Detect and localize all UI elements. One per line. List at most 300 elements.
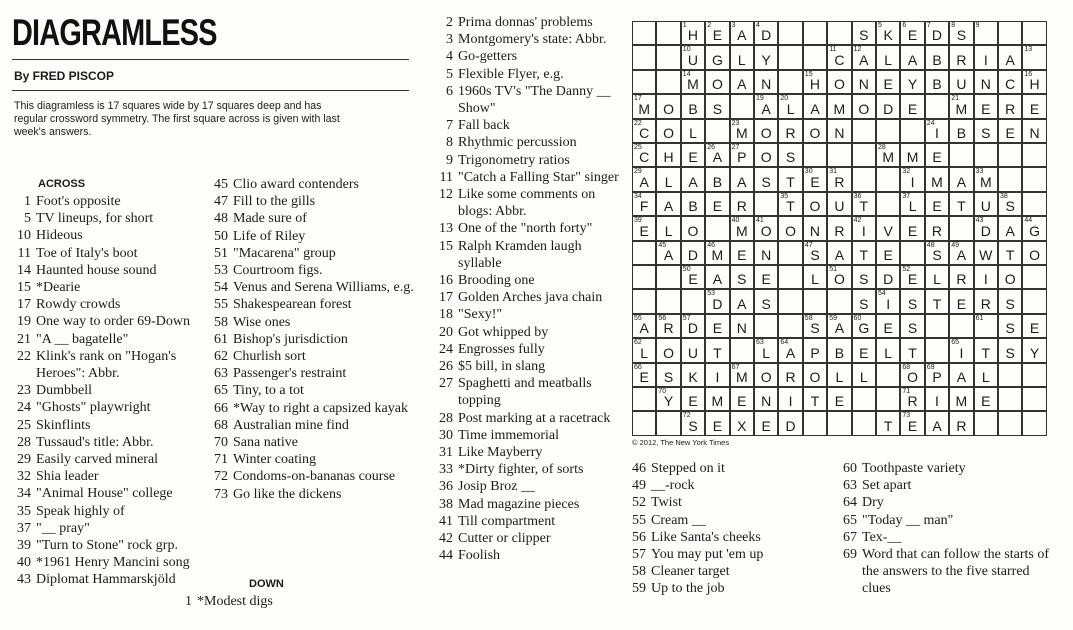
cell-letter: I: [935, 124, 939, 141]
cell-letter: E: [737, 246, 747, 263]
clue: [0, 496, 620, 513]
cell-letter: O: [785, 222, 797, 239]
grid-cell: [852, 21, 876, 45]
grid-cell: [1022, 363, 1046, 387]
clue-number: 9: [446, 152, 453, 168]
grid-cell: [754, 216, 778, 240]
grid-cell: [1022, 314, 1046, 338]
grid-cell: [974, 289, 998, 313]
grid-cell: [803, 192, 827, 216]
grid-cell: [974, 314, 998, 338]
clue-number: 1: [185, 594, 192, 609]
grid-cell: [1022, 241, 1046, 265]
cell-letter: N: [1029, 124, 1040, 141]
grid-cell: [656, 411, 680, 435]
clue: [0, 83, 620, 117]
grid-cell: [656, 265, 680, 289]
cell-letter: D: [883, 271, 894, 288]
cell-letter: E: [1029, 320, 1040, 337]
cell-letter: Y: [907, 76, 918, 93]
grid-cell: [681, 21, 705, 45]
cell-letter: A: [761, 100, 771, 117]
cell-letter: E: [712, 320, 723, 337]
cell-number: 19: [756, 95, 764, 103]
cell-letter: T: [786, 198, 795, 215]
grid-cell: [827, 70, 851, 94]
grid-cell: [632, 143, 656, 167]
cell-letter: B: [956, 124, 967, 141]
cell-letter: G: [711, 51, 723, 68]
grid-cell: [827, 289, 851, 313]
grid-cell: [803, 314, 827, 338]
clue-number: 39: [17, 538, 31, 554]
clue-text: Word that can follow the starts of the answers to the five starred clues: [862, 547, 1050, 597]
clue-number: 11: [17, 245, 31, 261]
cell-letter: I: [983, 271, 988, 288]
grid-cell: [681, 119, 705, 143]
grid-cell: [730, 21, 754, 45]
grid-cell: [852, 143, 876, 167]
grid-cell: [778, 45, 802, 69]
grid-cell: [705, 21, 729, 45]
clue-text: 1960s TV's "The Danny __ Show": [458, 83, 611, 117]
clue: [0, 444, 620, 461]
cell-letter: R: [785, 124, 796, 141]
grid-cell: [852, 241, 876, 265]
grid-cell: [949, 411, 973, 435]
clue-text: Time immemorial: [458, 427, 559, 443]
cell-letter: M: [711, 393, 724, 410]
grid-cell: [852, 45, 876, 69]
cell-number: 11: [829, 46, 837, 54]
cell-number: 29: [634, 168, 642, 176]
grid-cell: [1022, 411, 1046, 435]
grid-cell: [900, 143, 924, 167]
cell-letter: A: [1005, 222, 1015, 239]
grid-cell: [681, 338, 705, 362]
clue-number: 59: [632, 581, 646, 597]
copyright: © 2012, The New York Times: [632, 438, 730, 447]
clue: [0, 358, 620, 375]
clue-number: 37: [17, 520, 31, 536]
cell-letter: T: [713, 344, 722, 361]
cell-number: 60: [853, 314, 862, 322]
clue-number: 30: [439, 427, 453, 443]
cell-letter: H: [687, 27, 699, 44]
grid-cell: [705, 45, 729, 69]
cell-letter: A: [859, 51, 869, 68]
clue: [612, 460, 812, 477]
grid-cell: [925, 70, 949, 94]
grid-cell: [754, 338, 778, 362]
grid-cell: [681, 387, 705, 411]
cell-letter: A: [663, 198, 674, 215]
grid-cell: [632, 363, 656, 387]
grid-cell: [876, 314, 900, 338]
cell-letter: L: [664, 173, 673, 190]
clue: [0, 571, 222, 588]
cell-letter: E: [907, 271, 918, 288]
cell-number: 49: [951, 241, 959, 249]
cell-number: 47: [804, 241, 813, 249]
clue-text: Toe of Italy's boot: [36, 245, 138, 261]
grid-cell: [730, 167, 754, 191]
cell-letter: L: [762, 344, 771, 361]
cell-letter: O: [760, 222, 772, 239]
grid-cell: [754, 143, 778, 167]
clue: [185, 593, 425, 610]
grid-cell: [949, 21, 973, 45]
cell-letter: M: [906, 149, 919, 166]
grid-cell: [949, 167, 973, 191]
clue-text: Cutter or clipper: [458, 531, 551, 547]
grid-cell: [778, 216, 802, 240]
grid-cell: [778, 94, 802, 118]
grid-cell: [998, 45, 1022, 69]
clue-number: 2: [446, 15, 453, 30]
grid-cell: [681, 45, 705, 69]
grid-cell: [925, 387, 949, 411]
cell-letter: V: [883, 222, 893, 239]
cell-letter: A: [737, 295, 747, 312]
clue: [0, 66, 620, 83]
cell-letter: R: [736, 198, 747, 215]
cell-letter: L: [835, 368, 844, 385]
cell-letter: S: [1005, 198, 1015, 215]
clue-number: 24: [439, 341, 453, 357]
clue-text: Skinflints: [36, 417, 91, 433]
cell-number: 58: [804, 314, 813, 322]
cell-letter: R: [956, 271, 967, 288]
grid-cell: [876, 70, 900, 94]
grid-cell: [681, 143, 705, 167]
cell-number: 40: [731, 217, 740, 225]
grid-cell: [778, 143, 802, 167]
grid-cell: [754, 70, 778, 94]
clue-text: Engrosses fully: [458, 341, 545, 357]
clue-number: 69: [843, 547, 857, 563]
clue-number: 25: [17, 417, 31, 433]
grid-cell: [681, 241, 705, 265]
clue-text: Foot's opposite: [36, 194, 121, 209]
clue-number: 20: [439, 324, 453, 340]
clue-text: Cream __: [651, 512, 706, 528]
grid-cell: [656, 167, 680, 191]
cell-letter: A: [737, 173, 747, 190]
clue: [0, 375, 620, 409]
cell-number: 13: [1024, 46, 1033, 54]
cell-letter: I: [910, 173, 915, 190]
cell-number: 62: [634, 339, 642, 347]
clue-text: Australian mine find: [233, 417, 349, 433]
cell-letter: L: [933, 271, 941, 288]
cell-letter: A: [712, 149, 723, 166]
clue-text: Trigonometry ratios: [458, 152, 570, 168]
clue: [0, 14, 620, 31]
cell-number: 36: [853, 192, 862, 200]
cell-letter: E: [688, 271, 698, 288]
clue-text: Shia leader: [36, 469, 99, 485]
grid-cell: [949, 265, 973, 289]
clue: [0, 186, 620, 220]
grid-cell: [974, 167, 998, 191]
grid-cell: [949, 363, 973, 387]
grid-cell: [998, 21, 1022, 45]
clue-text: "Macarena" group: [233, 245, 336, 261]
cell-letter: S: [1005, 295, 1015, 312]
clue-text: Made sure of: [233, 211, 307, 227]
grid-cell: [998, 314, 1022, 338]
clue: [0, 410, 620, 427]
cell-letter: M: [979, 173, 992, 190]
puzzle-title: DIAGRAMLESS: [12, 12, 217, 53]
clue-number: 15: [17, 280, 31, 296]
clue-text: "Turn to Stone" rock grp.: [36, 538, 178, 554]
clue-text: Clio award contenders: [233, 177, 359, 192]
cell-letter: S: [761, 295, 771, 312]
cell-letter: E: [883, 320, 893, 337]
cell-letter: O: [833, 271, 845, 288]
grid-cell: [900, 21, 924, 45]
down-clues-col3: [0, 14, 620, 565]
grid-cell: [827, 94, 851, 118]
cell-letter: A: [639, 173, 649, 190]
cell-letter: W: [979, 246, 993, 263]
cell-number: 22: [634, 119, 642, 127]
clue-text: TV lineups, for short: [36, 211, 154, 227]
cell-letter: E: [981, 393, 991, 410]
grid-cell: [876, 192, 900, 216]
clue-number: 72: [214, 469, 228, 485]
grid-cell: [998, 167, 1022, 191]
clue-number: 6: [446, 83, 453, 99]
clue: [823, 460, 1053, 477]
clue: [0, 478, 620, 495]
clue-text: Twist: [651, 495, 682, 511]
clue-number: 61: [214, 331, 228, 347]
clue-number: 54: [214, 280, 228, 296]
grid-cell: [803, 265, 827, 289]
cell-letter: E: [834, 393, 845, 410]
clue-text: *Dearie: [36, 280, 81, 296]
cell-letter: E: [688, 149, 698, 166]
cell-letter: E: [932, 198, 942, 215]
grid-cell: [949, 45, 973, 69]
cell-letter: D: [687, 246, 699, 263]
grid-cell: [974, 265, 998, 289]
clue-number: 44: [439, 548, 453, 564]
cell-letter: E: [761, 271, 771, 288]
clue-text: Josip Broz __: [458, 479, 535, 495]
grid-cell: [852, 216, 876, 240]
cell-number: 25: [634, 144, 642, 151]
clue-text: Bishop's jurisdiction: [233, 331, 348, 347]
clue-text: Easily carved mineral: [36, 452, 159, 468]
clue-number: 42: [439, 531, 453, 547]
cell-letter: H: [663, 149, 674, 166]
cell-letter: O: [907, 368, 919, 385]
clue-text: Like some comments on blogs: Abbr.: [458, 187, 596, 220]
cell-number: 52: [902, 266, 911, 273]
cell-number: 17: [634, 95, 642, 103]
clue-number: 58: [214, 314, 228, 330]
grid-cell: [974, 387, 998, 411]
grid-cell: [632, 21, 656, 45]
cell-number: 66: [634, 363, 642, 371]
grid-cell: [632, 338, 656, 362]
down-clues-col4: [612, 460, 812, 598]
grid-cell: [681, 289, 705, 313]
clue-number: 48: [214, 211, 228, 227]
grid-cell: [949, 241, 973, 265]
grid-cell: [925, 338, 949, 362]
grid-cell: [803, 241, 827, 265]
puzzle-intro: This diagramless is 17 squares wide by 17 squares deep and has regular crossword symmetry. The first square across is given with last week's answers.: [14, 100, 340, 138]
clue-number: 24: [17, 400, 31, 416]
grid-cell: [900, 289, 924, 313]
cell-letter: O: [1004, 271, 1016, 288]
clue-text: *Modest digs: [197, 594, 273, 609]
cell-letter: D: [785, 417, 796, 434]
clue-number: 67: [843, 529, 857, 545]
clue-text: Sana native: [233, 435, 298, 451]
cell-letter: A: [956, 368, 967, 385]
clue-text: Hideous: [36, 228, 83, 244]
grid-cell: [876, 289, 900, 313]
down-clues-col2: [185, 593, 425, 610]
cell-number: 57: [682, 314, 691, 322]
grid-cell: [974, 119, 998, 143]
grid-cell: [705, 167, 729, 191]
cell-number: 50: [682, 266, 691, 273]
cell-letter: T: [908, 344, 917, 361]
cell-letter: O: [760, 124, 772, 141]
cell-letter: I: [886, 295, 891, 312]
cell-letter: D: [980, 222, 991, 239]
clue: [612, 477, 812, 494]
cell-letter: S: [737, 271, 747, 288]
cell-letter: R: [980, 295, 991, 312]
cell-letter: E: [810, 173, 820, 190]
grid-cell: [827, 314, 851, 338]
cell-letter: N: [761, 76, 772, 93]
grid-cell: [876, 363, 900, 387]
clue-text: Tussaud's title: Abbr.: [36, 434, 154, 450]
grid-cell: [656, 94, 680, 118]
grid-cell: [998, 338, 1022, 362]
grid-cell: [876, 167, 900, 191]
cell-letter: O: [809, 368, 821, 385]
grid-cell: [949, 387, 973, 411]
clue-text: Montgomery's state: Abbr.: [458, 32, 607, 48]
grid-cell: [900, 265, 924, 289]
clue-text: Fill to the gills: [233, 194, 316, 210]
clue-number: 40: [17, 555, 31, 571]
cell-letter: K: [883, 27, 893, 44]
cell-letter: A: [834, 320, 845, 337]
cell-letter: O: [1029, 246, 1041, 263]
cell-letter: S: [810, 246, 820, 263]
cell-number: 2: [707, 22, 712, 29]
grid-cell: [998, 387, 1022, 411]
grid-cell: [876, 241, 900, 265]
clue: [612, 580, 812, 597]
cell-letter: P: [737, 149, 747, 166]
clue-text: "Animal House" college: [36, 486, 173, 502]
cell-number: 73: [902, 412, 911, 420]
cell-number: 8: [951, 22, 956, 29]
cell-letter: U: [980, 198, 991, 215]
clue-text: Mad magazine pieces: [458, 496, 580, 512]
cell-number: 7: [926, 22, 931, 29]
cell-letter: C: [1005, 76, 1016, 93]
clue-number: 47: [214, 194, 228, 210]
cell-letter: B: [932, 76, 942, 93]
clue-number: 36: [439, 479, 453, 495]
cell-number: 45: [658, 241, 667, 249]
cell-letter: L: [786, 100, 795, 117]
grid-cell: [998, 216, 1022, 240]
grid-cell: [656, 387, 680, 411]
grid-cell: [900, 241, 924, 265]
clue-text: Go like the dickens: [233, 486, 342, 502]
cell-number: 5: [878, 22, 882, 29]
clue-text: Up to the job: [651, 581, 725, 597]
clue: [612, 494, 812, 511]
clue-text: Speak highly of: [36, 503, 125, 519]
clue-text: "Sexy!": [458, 307, 503, 323]
clue-number: 65: [214, 383, 228, 399]
clue-number: 3: [446, 32, 453, 48]
clue-text: Stepped on it: [651, 461, 725, 476]
cell-letter: F: [639, 198, 649, 215]
grid-cell: [730, 192, 754, 216]
grid-cell: [803, 216, 827, 240]
cell-letter: R: [956, 417, 967, 434]
grid-cell: [827, 363, 851, 387]
cell-letter: R: [834, 173, 845, 190]
grid-cell: [754, 314, 778, 338]
cell-letter: E: [712, 27, 723, 44]
cell-letter: E: [688, 393, 698, 410]
grid-cell: [778, 363, 802, 387]
cell-number: 30: [804, 168, 813, 176]
grid-cell: [852, 192, 876, 216]
grid-cell: [632, 265, 656, 289]
cell-letter: P: [810, 344, 820, 361]
cell-letter: A: [663, 246, 674, 263]
grid-cell: [803, 387, 827, 411]
cell-number: 67: [731, 363, 740, 371]
cell-letter: R: [931, 222, 943, 239]
grid-cell: [827, 119, 851, 143]
grid-cell: [632, 314, 656, 338]
grid-cell: [949, 289, 973, 313]
cell-letter: D: [712, 295, 723, 312]
cell-letter: D: [761, 27, 772, 44]
clue: [0, 238, 620, 272]
grid-cell: [974, 363, 998, 387]
grid-cell: [925, 363, 949, 387]
cell-letter: N: [980, 76, 991, 93]
clue: [0, 48, 620, 65]
cell-letter: A: [907, 51, 918, 68]
grid-cell: [998, 192, 1022, 216]
cell-letter: E: [639, 368, 649, 385]
grid-cell: [1022, 119, 1046, 143]
grid-cell: [852, 119, 876, 143]
grid-cell: [656, 119, 680, 143]
